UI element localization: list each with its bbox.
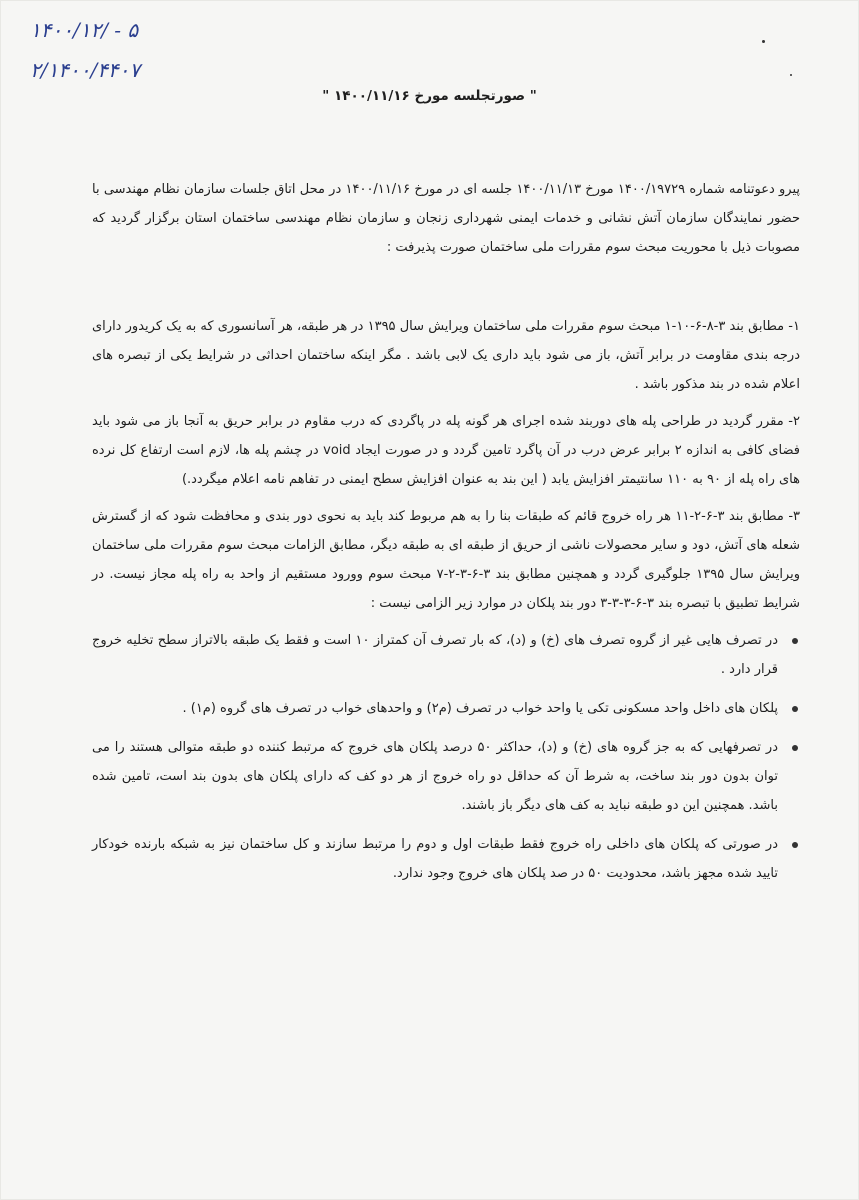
resolution-item: ۱- مطابق بند ۳-۸-۶-۱۰-۱ مبحث سوم مقررات ملی ساختمان ویرایش سال ۱۳۹۵ در هر طبقه، هر آسانسوری که به یک کریدور دارای درجه بندی مقاومت در برابر آتش، باز می شود باید داری یک لابی باشد . مگر اینکه ساختمان احداثی در شرایط یکی از تبصره های اعلام شده در بند مذکور باشد . bbox=[92, 319, 800, 392]
list-item bbox=[92, 626, 800, 684]
bullet-icon bbox=[792, 638, 798, 644]
resolution-item: ۲- مقرر گردید در طراحی پله های دوربند شده اجرای هر گونه پله در پاگردی که درب مقاوم در برابر حریق به آنجا باز می شود باید فضای کافی به اندازه ۲ برابر عرض درب در آن پاگرد تامین گردد و در صورت ایجاد void در چشم پله ها، لازم است ارتفاع کل نرده های راه پله از ۹۰ به ۱۱۰ سانتیمتر افزایش یابد ( این بند به عنوان افزایش سطح ایمنی در تفاهم نامه اعلام میگردد.) bbox=[92, 414, 800, 487]
list-item-text: در صورتی که پلکان های داخلی راه خروج فقط طبقات اول و دوم را مرتبط سازند و کل ساختمان نیز به شبکه بارنده خودکار تایید شده مجهز باشد، محدودیت ۵۰ در صد پلکان های خروج وجود ندارد. bbox=[92, 837, 778, 881]
document-title: " صورتجلسه مورخ ۱۴۰۰/۱۱/۱۶ " bbox=[322, 88, 537, 104]
list-item-text: در تصرف هایی غیر از گروه تصرف های (خ) و (د)، که بار تصرف آن کمتراز ۱۰ است و فقط یک طبقه بالاتراز سطح تخلیه خروج قرار دارد . bbox=[92, 633, 778, 677]
list-item bbox=[92, 694, 800, 723]
handwritten-date: ۱۴۰۰/۱۲/ - ۵ bbox=[30, 18, 139, 42]
handwritten-reference-number: ۲/۱۴۰۰/۴۴۰۷ bbox=[30, 58, 141, 82]
list-item bbox=[92, 733, 800, 820]
exceptions-list bbox=[92, 626, 800, 888]
list-item-text: پلکان های داخل واحد مسکونی تکی یا واحد خواب در تصرف (م۲) و واحدهای خواب در تصرف های گروه (م۱) . bbox=[182, 701, 778, 716]
list-item bbox=[92, 830, 800, 888]
bullet-icon bbox=[792, 842, 798, 848]
resolution-item: ۳- مطابق بند ۳-۶-۲-۱۱ هر راه خروج قائم که طبقات بنا را به هم مربوط کند باید به نحوی دور بندی و محافظت شود که از گسترش شعله های آتش، دود و سایر محصولات ناشی از حریق از طبقه ای به طبقه دیگر، مطابق الزامات مبحث سوم مقررات ملی ساختمان ویرایش سال ۱۳۹۵ جلوگیری گردد و همچنین مطابق بند ۳-۶-۳-۲-۷ مبحث سوم وورود مستقیم از واحد به راه پله مجاز نیست. در شرایط تطبیق با تبصره بند ۳-۶-۳-۳-۳ دور بند پلکان در موارد زیر الزامی نیست : bbox=[92, 509, 801, 611]
resolutions-list bbox=[92, 312, 800, 898]
intro-paragraph: پیرو دعوتنامه شماره ۱۴۰۰/۱۹۷۲۹ مورخ ۱۴۰۰/۱۱/۱۳ جلسه ای در مورخ ۱۴۰۰/۱۱/۱۶ در محل اتاق جلسات سازمان نظام مهندسی با حضور نمایندگان سازمان آتش نشانی و خدمات ایمنی شهرداری زنجان و سازمان نظام مهندسی ساختمان استان برگزار گردید که مصوبات ذیل با محوریت مبحث سوم مقررات ملی ساختمان صورت پذیرفت : bbox=[92, 182, 800, 255]
list-item-text: در تصرفهایی که به جز گروه های (خ) و (د)، حداکثر ۵۰ درصد پلکان های خروج که مرتبط کننده دو طبقه متوالی هستند را می توان بدون دور بند ساخت، به شرط آن که حداقل دو راه خروج از هر دو کف که دارای پلکان های بدون بند است، تامین شده باشد. همچنین این دو طبقه نباید به کف های دیگر باز باشند. bbox=[92, 740, 778, 813]
bullet-icon bbox=[792, 706, 798, 712]
scan-speck bbox=[790, 74, 792, 76]
scan-speck bbox=[762, 40, 765, 43]
bullet-icon bbox=[792, 745, 798, 751]
